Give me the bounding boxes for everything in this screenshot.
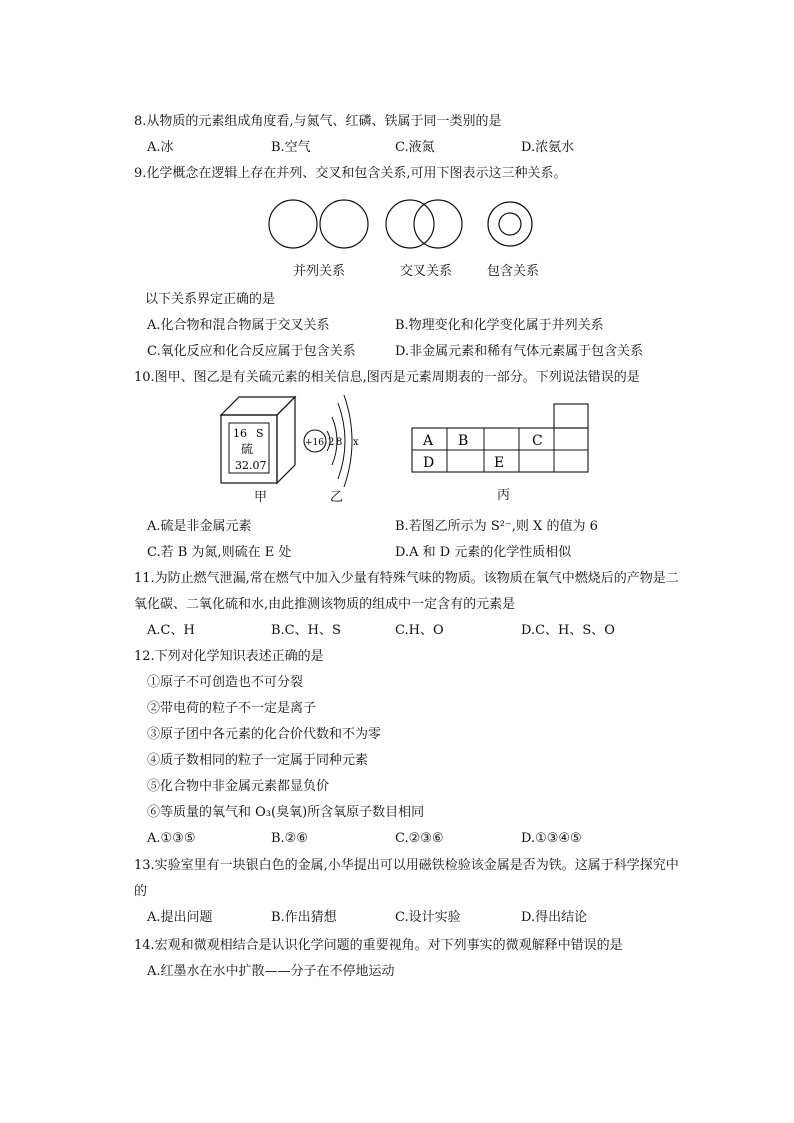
question-13-stem-line2: 的 [134,884,148,899]
cell-b: B [458,433,469,449]
question-13-stem-line1: 13.实验室里有一块银白色的金属,小华提出可以用磁铁检验该金属是否为铁。这属于科学探究中 [134,858,679,873]
cell-c: C [532,433,543,449]
q9-prompt: 以下关系界定正确的是 [145,292,276,307]
contain-circle-inner [499,213,521,235]
question-12-stem: 12.下列对化学知识表述正确的是 [134,649,324,664]
shell-1-electrons: 2 [328,437,335,448]
element-mass: 32.07 [235,459,267,472]
statement-4: ④质子数相同的粒子一定属于同种元素 [147,753,369,768]
fig-label-yi: 乙 [330,490,344,505]
q13-option-d: D.得出结论 [521,910,588,925]
q10-option-d: D.A 和 D 元素的化学性质相似 [395,545,572,560]
q11-option-d: D.C、H、S、O [521,623,615,638]
statement-6: ⑥等质量的氧气和 O₃(臭氧)所含氧原子数目相同 [147,805,425,820]
contain-circle-outer [488,202,532,246]
question-9-stem: 9.化学概念在逻辑上存在并列、交叉和包含关系,可用下图表示这三种关系。 [134,166,567,181]
periodic-table-fragment [410,402,592,474]
q8-option-b: B.空气 [271,140,311,155]
cell-d: D [423,455,435,471]
sulfur-atom-structure [300,395,370,490]
q9-option-c: C.氧化反应和化合反应属于包含关系 [147,344,356,359]
cell-a: A [423,433,434,449]
label-contain: 包含关系 [487,264,540,279]
fig-label-bing: 丙 [497,488,511,503]
q10-option-b: B.若图乙所示为 S²⁻,则 X 的值为 6 [395,519,598,534]
statement-2: ②带电荷的粒子不一定是离子 [147,701,317,716]
shell-3-electrons: x [353,437,359,448]
q13-option-a: A.提出问题 [147,910,213,925]
shell-2-electrons: 8 [336,437,343,448]
q8-option-c: C.液氮 [395,140,435,155]
parallel-circle-left [269,200,317,248]
question-11-stem-line1: 11.为防止燃气泄漏,常在燃气中加入少量有特殊气味的物质。该物质在氧气中燃烧后的产物是二 [134,571,679,586]
q9-option-d: D.非金属元素和稀有气体元素属于包含关系 [395,344,644,359]
nucleus-charge: +16 [305,438,324,448]
fig-label-jia: 甲 [254,490,268,505]
intersect-circle-left [386,200,434,248]
label-parallel: 并列关系 [293,264,346,279]
element-number: 16 [233,427,247,440]
q9-option-b: B.物理变化和化学变化属于并列关系 [395,318,604,333]
q13-option-b: B.作出猜想 [271,910,337,925]
q14-option-a: A.红墨水在水中扩散——分子在不停地运动 [147,964,395,979]
q10-option-a: A.硫是非金属元素 [147,519,252,534]
question-10-stem: 10.图甲、图乙是有关硫元素的相关信息,图丙是元素周期表的一部分。下列说法错误的是 [134,370,640,385]
q11-option-a: A.C、H [147,623,195,638]
statement-1: ①原子不可创造也不可分裂 [147,675,304,690]
q8-option-d: D.浓氨水 [521,140,575,155]
question-14-stem: 14.宏观和微观相结合是认识化学问题的重要视角。对下列事实的微观解释中错误的是 [134,938,623,953]
q8-option-a: A.冰 [147,140,174,155]
q12-option-b: B.②⑥ [271,831,308,846]
parallel-circle-right [320,200,368,248]
question-8-stem: 8.从物质的元素组成角度看,与氮气、红磷、铁属于同一类别的是 [134,114,502,129]
q12-option-a: A.①③⑤ [147,831,196,846]
q12-option-c: C.②③⑥ [395,831,444,846]
intersect-circle-right [414,200,462,248]
q10-option-c: C.若 B 为氮,则硫在 E 处 [147,545,292,560]
q11-option-c: C.H、O [395,623,444,638]
q13-option-c: C.设计实验 [395,910,461,925]
element-symbol: S [256,427,264,440]
q9-option-a: A.化合物和混合物属于交叉关系 [147,318,330,333]
question-11-stem-line2: 氧化碳、二氧化硫和水,由此推测该物质的组成中一定含有的元素是 [134,597,516,612]
label-intersect: 交叉关系 [400,264,453,279]
statement-5: ⑤化合物中非金属元素都显负价 [147,779,330,794]
cell-e: E [494,455,505,471]
statement-3: ③原子团中各元素的化合价代数和不为零 [147,727,382,742]
q12-option-d: D.①③④⑤ [521,831,582,846]
q11-option-b: B.C、H、S [271,623,341,638]
element-name: 硫 [241,442,254,456]
sulfur-element-card [219,395,299,490]
